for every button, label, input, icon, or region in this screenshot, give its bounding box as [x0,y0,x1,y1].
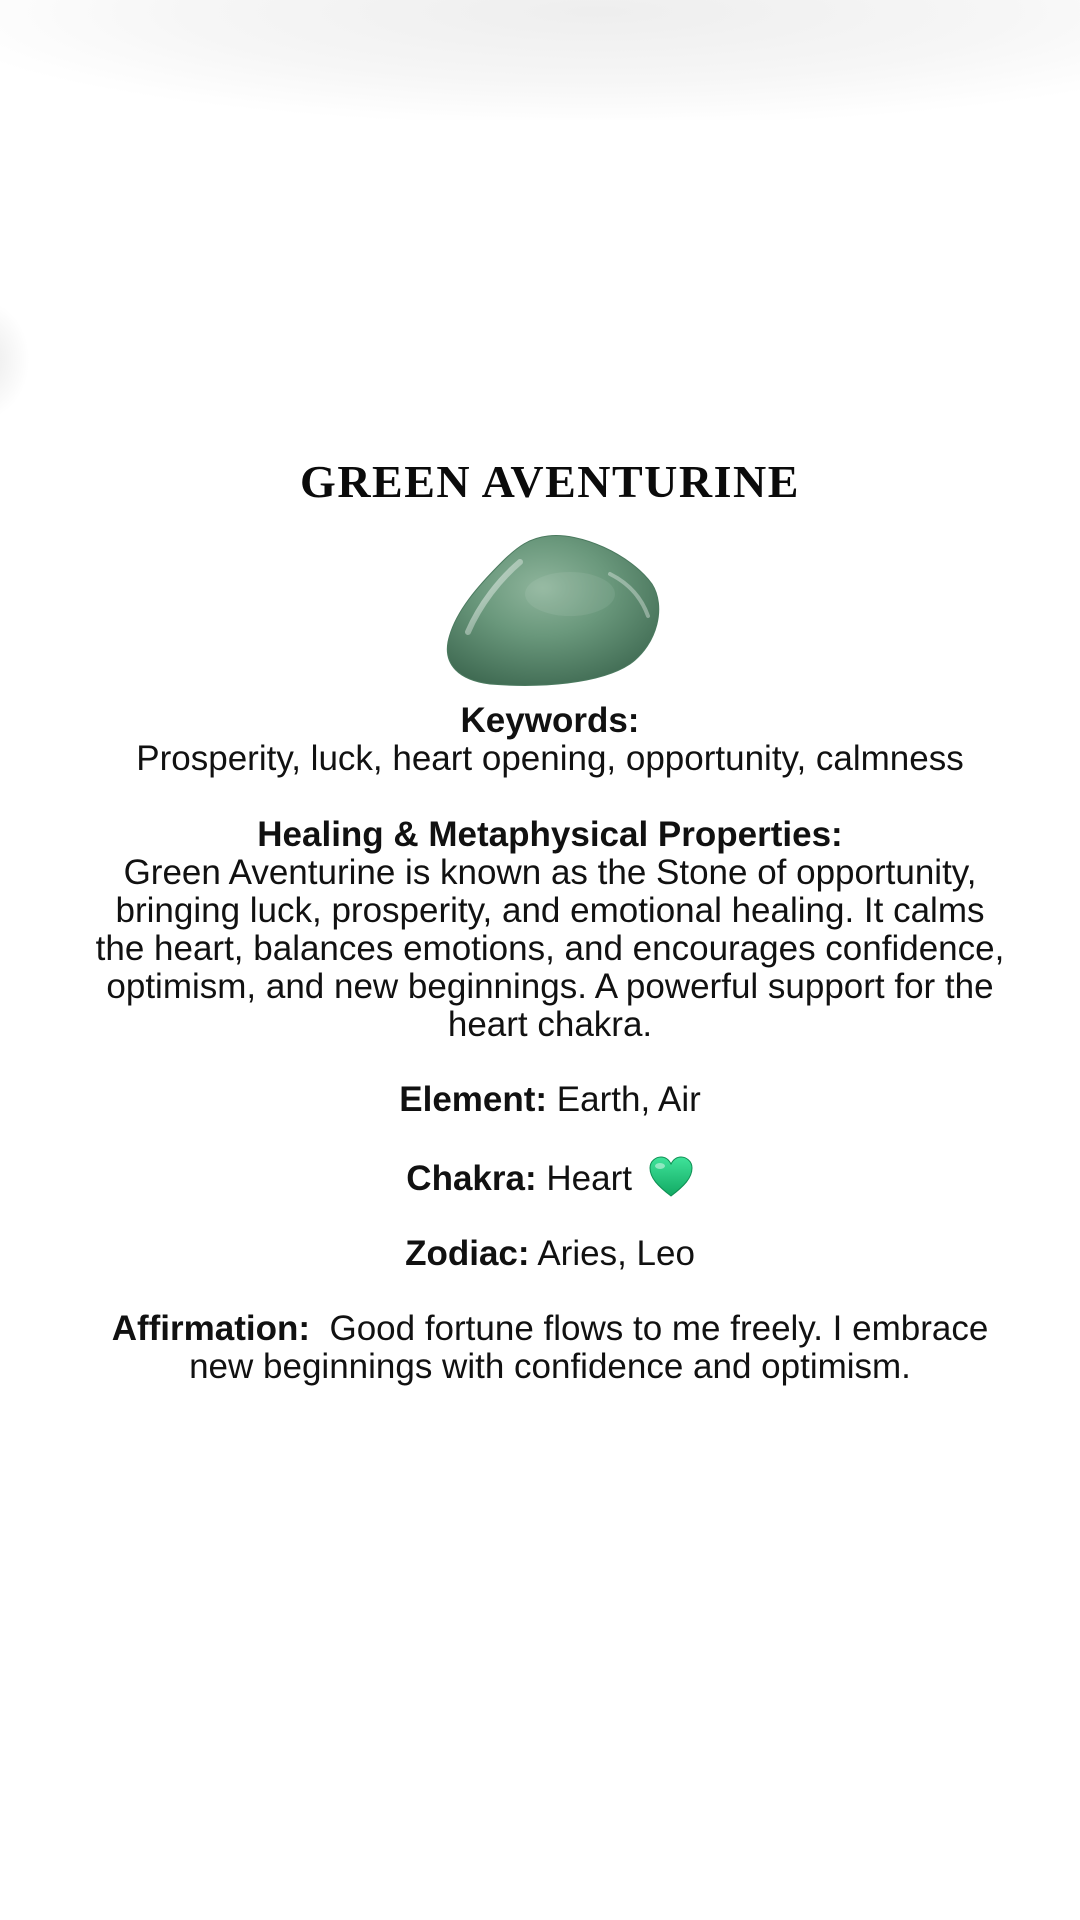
crystal-card [90,452,1010,1386]
stone-icon [430,524,670,694]
affirmation-section [90,1310,1010,1386]
element-row [90,1081,1010,1119]
element-label: Element: [399,1080,548,1119]
chakra-label: Chakra: [406,1159,537,1198]
element-value: Earth, Air [556,1080,701,1119]
zodiac-label: Zodiac: [405,1234,530,1273]
chakra-row [90,1156,1010,1198]
green-aventurine-stone-image [430,524,670,694]
zodiac-row [90,1235,1010,1273]
affirmation-label: Affirmation: [111,1309,311,1348]
green-heart-icon [648,1156,694,1198]
healing-text: Green Aventurine is known as the Stone of opportunity, bringing luck, prosperity, and emotional healing. It calms the heart, balances emotions, and encourages confidence, optimism, and new beginnings. A powerful support for the heart chakra. [95,853,1005,1044]
chakra-value: Heart [546,1159,632,1198]
affirmation-text: Good fortune flows to me freely. I embrace new beginnings with confidence and optimism. [189,1309,989,1386]
keywords-section [90,702,1010,778]
paper-edge-shadow [0,300,30,420]
healing-section [90,816,1010,1044]
healing-label: Healing & Metaphysical Properties: [257,815,843,854]
paper-fold-shadow [0,0,1080,120]
keywords-label: Keywords: [460,701,640,740]
zodiac-value: Aries, Leo [537,1234,695,1273]
page-title: GREEN AVENTURINE [300,456,800,507]
keywords-text: Prosperity, luck, heart opening, opportunity, calmness [136,739,964,778]
